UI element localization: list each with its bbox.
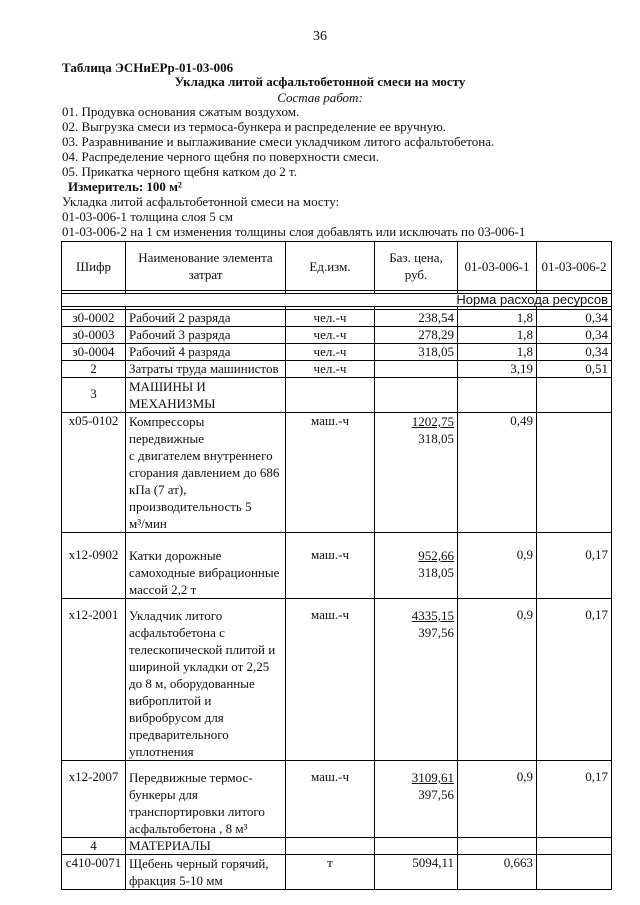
table-row	[62, 310, 612, 327]
row-price: 3109,61 397,56	[375, 761, 458, 838]
row-name: Затраты труда машинистов	[126, 361, 286, 378]
meter-label: Измеритель: 100 м²	[68, 179, 182, 194]
row-v2: 0,34	[537, 310, 612, 327]
table-row	[62, 533, 612, 599]
work-item: 02. Выгрузка смеси из термоса-бункера и распределение ее вручную.	[62, 119, 447, 134]
table-row	[62, 327, 612, 344]
row-v1: 0,49	[458, 413, 537, 533]
row-unit: маш.-ч	[286, 533, 375, 599]
header-name: Наименование элемента затрат	[126, 242, 286, 291]
work-item: 01. Продувка основания сжатым воздухом.	[62, 104, 300, 119]
row-v1: 0,9	[458, 533, 537, 599]
row-name: Рабочий 2 разряда	[126, 310, 286, 327]
row-v1: 0,9	[458, 599, 537, 761]
row-unit: чел.-ч	[286, 361, 375, 378]
norms-table	[61, 241, 612, 890]
row-v1: 0,663	[458, 855, 537, 890]
row-v1: 1,8	[458, 310, 537, 327]
work-item: 04. Распределение черного щебня по поверхности смеси.	[62, 149, 380, 164]
row-name: Катки дорожные самоходные вибрационные массой 2,2 т	[126, 533, 286, 599]
row-unit: маш.-ч	[286, 413, 375, 533]
row-code: з0-0004	[62, 344, 126, 361]
description-line: 01-03-006-1 толщина слоя 5 см	[62, 209, 233, 224]
row-unit: маш.-ч	[286, 761, 375, 838]
row-unit: чел.-ч	[286, 310, 375, 327]
section-code: 3	[62, 378, 126, 413]
row-code: х12-0902	[62, 533, 126, 599]
table-row	[62, 344, 612, 361]
row-price: 318,05	[375, 344, 458, 361]
description-line: 01-03-006-2 на 1 см изменения толщины слоя добавлять или исключать по 03-006-1	[62, 224, 526, 239]
row-code: с410-0071	[62, 855, 126, 890]
row-name: Рабочий 3 разряда	[126, 327, 286, 344]
row-code: х12-2007	[62, 761, 126, 838]
header-col1: 01-03-006-1	[458, 242, 537, 291]
row-v2: 0,51	[537, 361, 612, 378]
work-item: 03. Разравнивание и выглаживание смеси укладчиком литого асфальтобетона.	[62, 134, 495, 149]
row-code: х05-0102	[62, 413, 126, 533]
header-code: Шифр	[62, 242, 126, 291]
section-row	[62, 838, 612, 855]
row-code: з0-0002	[62, 310, 126, 327]
row-v2: 0,17	[537, 599, 612, 761]
row-v1: 1,8	[458, 327, 537, 344]
row-price: 5094,11	[375, 855, 458, 890]
page-number: 36	[313, 29, 327, 44]
row-v1: 3,19	[458, 361, 537, 378]
table-header-row	[62, 242, 612, 291]
table-row	[62, 855, 612, 890]
table-row	[62, 599, 612, 761]
row-price	[375, 361, 458, 378]
row-name: Укладчик литого асфальтобетона с телескопической плитой и шириной укладки от 2,25 до 8 м, оборудованные виброплитой и вибробрусом для предварительного уплотнения	[126, 599, 286, 761]
norma-label: Норма расхода ресурсов	[62, 294, 612, 307]
row-unit: чел.-ч	[286, 344, 375, 361]
table-row	[62, 761, 612, 838]
row-name: Рабочий 4 разряда	[126, 344, 286, 361]
row-v2: 0,34	[537, 344, 612, 361]
row-v1: 1,8	[458, 344, 537, 361]
works-header: Состав работ:	[277, 90, 363, 105]
header-col2: 01-03-006-2	[537, 242, 612, 291]
row-unit: маш.-ч	[286, 599, 375, 761]
row-unit: чел.-ч	[286, 327, 375, 344]
row-price: 1202,75 318,05	[375, 413, 458, 533]
table-caption: Таблица ЭСНиЕРр-01-03-006	[62, 60, 234, 75]
table-row	[62, 413, 612, 533]
row-price: 4335,15 397,56	[375, 599, 458, 761]
row-code: 2	[62, 361, 126, 378]
row-name: Компрессоры передвижные с двигателем внутреннего сгорания давлением до 686 кПа (7 ат), производительность 5 м³/мин	[126, 413, 286, 533]
row-name: Передвижные термос- бункеры для транспортировки литого асфальтобетона , 8 м³	[126, 761, 286, 838]
section-row	[62, 378, 612, 413]
row-v2	[537, 413, 612, 533]
header-unit: Ед.изм.	[286, 242, 375, 291]
row-v2	[537, 855, 612, 890]
section-code: 4	[62, 838, 126, 855]
norma-row	[62, 294, 612, 307]
row-code: х12-2001	[62, 599, 126, 761]
row-unit: т	[286, 855, 375, 890]
row-v2: 0,17	[537, 533, 612, 599]
row-v2: 0,17	[537, 761, 612, 838]
description-line: Укладка литой асфальтобетонной смеси на мосту:	[62, 194, 340, 209]
row-v2: 0,34	[537, 327, 612, 344]
header-price: Баз. цена, руб.	[375, 242, 458, 291]
table-row	[62, 361, 612, 378]
table-title: Укладка литой асфальтобетонной смеси на мосту	[174, 74, 466, 89]
row-code: з0-0003	[62, 327, 126, 344]
row-name: Щебень черный горячий, фракция 5-10 мм	[126, 855, 286, 890]
row-price: 278,29	[375, 327, 458, 344]
row-price: 238,54	[375, 310, 458, 327]
section-name: МАШИНЫ И МЕХАНИЗМЫ	[126, 378, 286, 413]
work-item: 05. Прикатка черного щебня катком до 2 т.	[62, 164, 298, 179]
row-v1: 0,9	[458, 761, 537, 838]
section-name: МАТЕРИАЛЫ	[126, 838, 286, 855]
row-price: 952,66 318,05	[375, 533, 458, 599]
